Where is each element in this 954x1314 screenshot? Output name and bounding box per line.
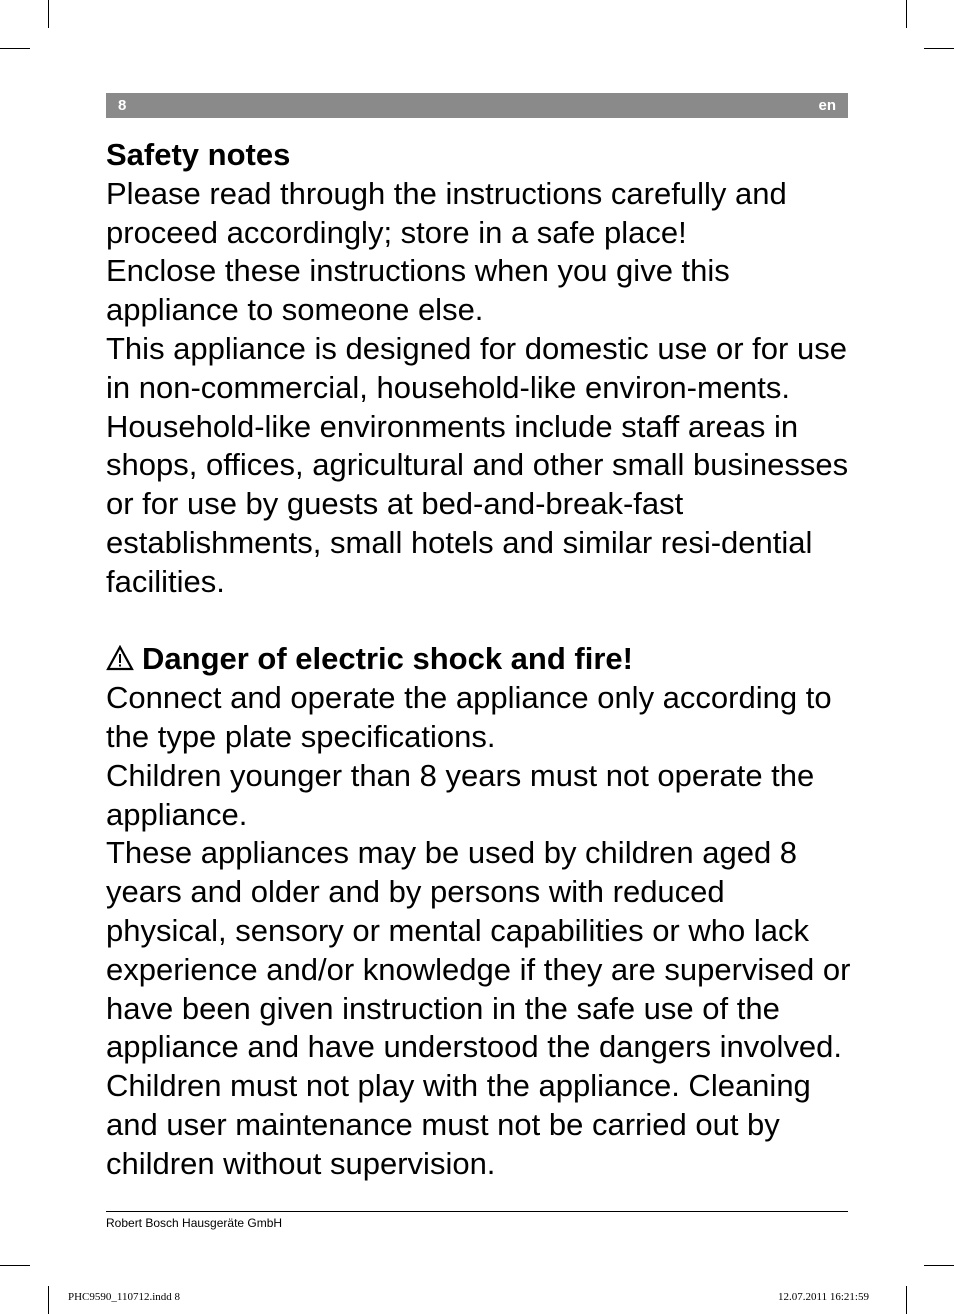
paragraph: Connect and operate the appliance only according to the type plate specifications. [106, 680, 832, 754]
paragraph: Children younger than 8 years must not operate the appliance. [106, 757, 815, 832]
crop-mark [906, 1286, 907, 1314]
crop-mark [924, 1265, 954, 1266]
page-number: 8 [118, 97, 127, 114]
crop-mark [48, 0, 49, 28]
paragraph: These appliances may be used by children aged 8 years and older and by persons with reduced physical, sensory or mental capabilities or who lack experience and/or knowledge if they are supervised or have been given instruction in the safe use of the appliance and have understood the dangers involved. Children must not play with the appliance. Cleaning and user maintenance must not be carried out by children without supervision. [106, 835, 851, 1181]
crop-mark [0, 48, 30, 49]
print-timestamp: 12.07.2011 16:21:59 [778, 1291, 869, 1303]
footer-divider [106, 1211, 848, 1212]
section-heading-danger-text: Danger of electric shock and fire! [142, 641, 633, 677]
section-heading-danger [106, 640, 851, 679]
section-heading-safety-notes: Safety notes [106, 137, 291, 172]
crop-mark [0, 1265, 30, 1266]
paragraph: Enclose these instructions when you give this appliance to someone else. [106, 253, 730, 328]
paragraph: This appliance is designed for domestic use or for use in non-commercial, household-like environ-ments. Household-like environments include staff areas in shops, offices, agricultural and other small businesses or for use by guests at bed-and-break-fast establishments, small hotels and similar resi-dential facilities. [106, 330, 849, 599]
crop-mark [906, 0, 907, 28]
spacer [106, 602, 851, 641]
crop-mark [924, 48, 954, 49]
warning-triangle-icon [106, 642, 134, 668]
footer-company: Robert Bosch Hausgeräte GmbH [106, 1216, 283, 1230]
page-header-bar [106, 93, 848, 118]
crop-mark [48, 1286, 49, 1314]
paragraph: Please read through the instructions carefully and proceed accordingly; store in a safe place! [106, 175, 787, 250]
print-file-slug: PHC9590_110712.indd 8 [68, 1291, 181, 1303]
language-code: en [818, 97, 836, 114]
document-body [106, 136, 851, 1184]
